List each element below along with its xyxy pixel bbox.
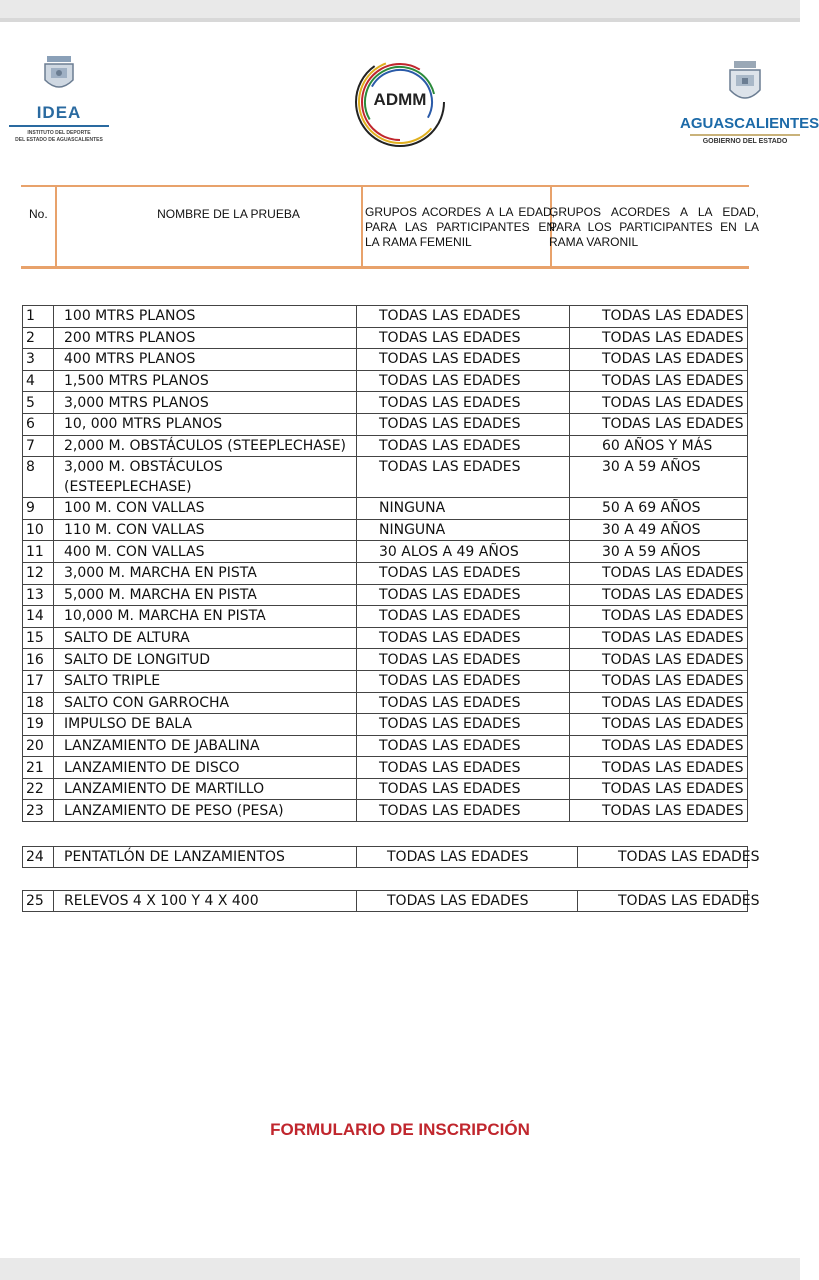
event-name: 100 M. CON VALLAS	[54, 498, 357, 520]
row-number: 3	[23, 349, 54, 371]
event-name: 10,000 M. MARCHA EN PISTA	[54, 606, 357, 628]
female-age-group: TODAS LAS EDADES	[357, 413, 570, 435]
table-row	[23, 435, 748, 457]
female-age-group: 30 ALOS A 49 AÑOS	[357, 541, 570, 563]
male-age-group: 30 A 59 AÑOS	[570, 541, 748, 563]
coat-of-arms-icon	[39, 52, 79, 96]
table-row	[23, 370, 748, 392]
female-age-group: TODAS LAS EDADES	[357, 435, 570, 457]
table-row	[23, 735, 748, 757]
table-row	[23, 757, 748, 779]
table-row	[23, 519, 748, 541]
event-name: 400 MTRS PLANOS	[54, 349, 357, 371]
event-name: SALTO CON GARROCHA	[54, 692, 357, 714]
table-row	[23, 562, 748, 584]
male-age-group: TODAS LAS EDADES	[570, 800, 748, 822]
events-table	[22, 305, 748, 822]
event-name: LANZAMIENTO DE JABALINA	[54, 735, 357, 757]
female-age-group: TODAS LAS EDADES	[357, 606, 570, 628]
male-age-group: TODAS LAS EDADES	[578, 891, 748, 912]
coat-of-arms-icon	[724, 58, 766, 108]
male-age-group: TODAS LAS EDADES	[570, 392, 748, 414]
table-row	[23, 327, 748, 349]
male-age-group: 50 A 69 AÑOS	[570, 498, 748, 520]
ags-subtitle: GOBIERNO DEL ESTADO	[702, 138, 788, 145]
event-name: LANZAMIENTO DE DISCO	[54, 757, 357, 779]
header-male: GRUPOS ACORDES A LA EDAD, PARA LOS PARTICIPANTES EN LA RAMA VARONIL	[549, 205, 759, 249]
event-name: LANZAMIENTO DE PESO (PESA)	[54, 800, 357, 822]
female-age-group: NINGUNA	[357, 498, 570, 520]
table-row	[23, 627, 748, 649]
male-age-group: TODAS LAS EDADES	[570, 413, 748, 435]
event-name: SALTO DE ALTURA	[54, 627, 357, 649]
idea-subtitle-2: DEL ESTADO DE AGUASCALIENTES	[15, 137, 103, 143]
row-number: 12	[23, 562, 54, 584]
female-age-group: TODAS LAS EDADES	[357, 778, 570, 800]
male-age-group: TODAS LAS EDADES	[570, 349, 748, 371]
table-row	[23, 457, 748, 498]
event-name: LANZAMIENTO DE MARTILLO	[54, 778, 357, 800]
male-age-group: 30 A 49 AÑOS	[570, 519, 748, 541]
row-number: 4	[23, 370, 54, 392]
event-name: 5,000 M. MARCHA EN PISTA	[54, 584, 357, 606]
male-age-group: 60 AÑOS Y MÁS	[570, 435, 748, 457]
female-age-group: TODAS LAS EDADES	[357, 735, 570, 757]
row-number: 20	[23, 735, 54, 757]
ags-divider	[690, 134, 800, 136]
header-female: GRUPOS ACORDES A LA EDAD, PARA LAS PARTICIPANTES EN LA RAMA FEMENIL	[365, 205, 555, 249]
table-row	[23, 541, 748, 563]
table-row	[23, 349, 748, 371]
row-number: 24	[23, 847, 54, 868]
row-number: 23	[23, 800, 54, 822]
male-age-group: TODAS LAS EDADES	[570, 306, 748, 328]
row-number: 21	[23, 757, 54, 779]
table-row	[23, 714, 748, 736]
row-number: 19	[23, 714, 54, 736]
table-row	[23, 800, 748, 822]
female-age-group: TODAS LAS EDADES	[357, 757, 570, 779]
female-age-group: NINGUNA	[357, 519, 570, 541]
admm-name: ADMM	[373, 90, 427, 109]
bottom-bar	[0, 1258, 800, 1280]
table-row	[23, 392, 748, 414]
table-header	[21, 185, 759, 269]
form-title: FORMULARIO DE INSCRIPCIÓN	[270, 1120, 530, 1139]
female-age-group: TODAS LAS EDADES	[357, 692, 570, 714]
male-age-group: TODAS LAS EDADES	[570, 735, 748, 757]
male-age-group: TODAS LAS EDADES	[570, 370, 748, 392]
events-table-25	[22, 890, 760, 912]
row-number: 14	[23, 606, 54, 628]
event-name: RELEVOS 4 X 100 Y 4 X 400	[54, 891, 357, 912]
top-bar-divider	[0, 18, 800, 22]
male-age-group: TODAS LAS EDADES	[570, 757, 748, 779]
ags-name: AGUASCALIENTES	[680, 115, 819, 132]
event-name: PENTATLÓN DE LANZAMIENTOS	[54, 847, 357, 868]
aguascalientes-logo	[680, 58, 819, 158]
female-age-group: TODAS LAS EDADES	[357, 714, 570, 736]
event-name: 2,000 M. OBSTÁCULOS (STEEPLECHASE)	[54, 435, 357, 457]
event-name: 400 M. CON VALLAS	[54, 541, 357, 563]
female-age-group: TODAS LAS EDADES	[357, 306, 570, 328]
event-name: 200 MTRS PLANOS	[54, 327, 357, 349]
event-name: SALTO DE LONGITUD	[54, 649, 357, 671]
row-number: 5	[23, 392, 54, 414]
table-row	[23, 670, 748, 692]
row-number: 25	[23, 891, 54, 912]
row-number: 18	[23, 692, 54, 714]
male-age-group: TODAS LAS EDADES	[570, 627, 748, 649]
header-no: No.	[29, 207, 48, 221]
male-age-group: TODAS LAS EDADES	[570, 584, 748, 606]
event-name: IMPULSO DE BALA	[54, 714, 357, 736]
female-age-group: TODAS LAS EDADES	[357, 327, 570, 349]
table-row	[23, 692, 748, 714]
row-number: 13	[23, 584, 54, 606]
table-row	[23, 891, 748, 912]
female-age-group: TODAS LAS EDADES	[357, 670, 570, 692]
row-number: 17	[23, 670, 54, 692]
row-number: 1	[23, 306, 54, 328]
female-age-group: TODAS LAS EDADES	[357, 847, 578, 868]
event-name: 3,000 M. MARCHA EN PISTA	[54, 562, 357, 584]
idea-divider	[9, 125, 109, 127]
male-age-group: TODAS LAS EDADES	[570, 606, 748, 628]
row-number: 10	[23, 519, 54, 541]
table-row	[23, 778, 748, 800]
male-age-group: TODAS LAS EDADES	[570, 778, 748, 800]
table-row	[23, 649, 748, 671]
table-row	[23, 847, 748, 868]
header-name: NOMBRE DE LA PRUEBA	[157, 207, 300, 221]
idea-logo	[4, 52, 114, 152]
event-name: 100 MTRS PLANOS	[54, 306, 357, 328]
table-row	[23, 606, 748, 628]
table-row	[23, 413, 748, 435]
event-name: 3,000 M. OBSTÁCULOS (ESTEEPLECHASE)	[54, 457, 357, 498]
male-age-group: TODAS LAS EDADES	[570, 692, 748, 714]
female-age-group: TODAS LAS EDADES	[357, 627, 570, 649]
male-age-group: TODAS LAS EDADES	[570, 327, 748, 349]
male-age-group: TODAS LAS EDADES	[570, 562, 748, 584]
male-age-group: TODAS LAS EDADES	[570, 670, 748, 692]
row-number: 9	[23, 498, 54, 520]
female-age-group: TODAS LAS EDADES	[357, 370, 570, 392]
row-number: 8	[23, 457, 54, 498]
female-age-group: TODAS LAS EDADES	[357, 457, 570, 498]
row-number: 11	[23, 541, 54, 563]
event-name: 3,000 MTRS PLANOS	[54, 392, 357, 414]
male-age-group: TODAS LAS EDADES	[570, 649, 748, 671]
male-age-group: TODAS LAS EDADES	[570, 714, 748, 736]
female-age-group: TODAS LAS EDADES	[357, 392, 570, 414]
female-age-group: TODAS LAS EDADES	[357, 584, 570, 606]
table-row	[23, 306, 748, 328]
female-age-group: TODAS LAS EDADES	[357, 349, 570, 371]
event-name: 110 M. CON VALLAS	[54, 519, 357, 541]
female-age-group: TODAS LAS EDADES	[357, 800, 570, 822]
event-name: 10, 000 MTRS PLANOS	[54, 413, 357, 435]
female-age-group: TODAS LAS EDADES	[357, 891, 578, 912]
row-number: 2	[23, 327, 54, 349]
row-number: 6	[23, 413, 54, 435]
event-name: SALTO TRIPLE	[54, 670, 357, 692]
female-age-group: TODAS LAS EDADES	[357, 562, 570, 584]
female-age-group: TODAS LAS EDADES	[357, 649, 570, 671]
male-age-group: TODAS LAS EDADES	[578, 847, 748, 868]
male-age-group: 30 A 59 AÑOS	[570, 457, 748, 498]
row-number: 15	[23, 627, 54, 649]
row-number: 16	[23, 649, 54, 671]
table-row	[23, 584, 748, 606]
idea-name: IDEA	[36, 103, 82, 122]
events-table-24	[22, 846, 760, 868]
admm-logo	[350, 52, 450, 152]
table-row	[23, 498, 748, 520]
row-number: 7	[23, 435, 54, 457]
row-number: 22	[23, 778, 54, 800]
event-name: 1,500 MTRS PLANOS	[54, 370, 357, 392]
idea-subtitle-1: INSTITUTO DEL DEPORTE	[27, 130, 91, 136]
